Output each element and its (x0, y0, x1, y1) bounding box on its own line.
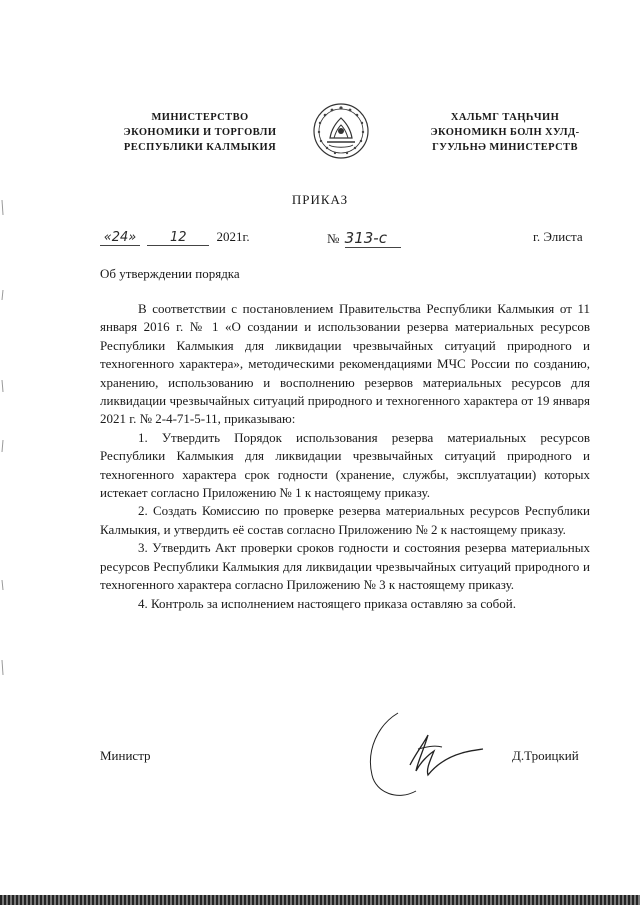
number-sign: № (327, 231, 340, 246)
ministry-name-line: ЭКОНОМИКИ И ТОРГОВЛИ (123, 127, 277, 138)
body-paragraph: 2. Создать Комиссию по проверке резерва материальных ресурсов Республики Калмыкия, и утвердить её состав согласно Приложению № 2 к настоящему приказу. (100, 503, 590, 537)
ministry-name-kalmyk (405, 110, 605, 155)
number-value: 313-с (345, 229, 401, 248)
body-paragraph: 1. Утвердить Порядок использования резерва материальных ресурсов Республики Калмыкия для ликвидации чрезвычайных ситуаций природного и техногенного характера срок годности (хранение, службы, эксплуатации) которых истекает согласно Приложению № 1 к настоящему приказу. (100, 429, 590, 501)
body-paragraph: 4. Контроль за исполнением настоящего приказа оставляю за собой. (138, 595, 516, 611)
ministry-name-line: ХАЛЬМГ ТАҢҺЧИН (450, 112, 560, 123)
date-day: «24» (100, 230, 140, 246)
body-paragraph: 3. Утвердить Акт проверки сроков годности и состояния резерва материальных ресурсов Республики Калмыкия для ликвидации чрезвычайных ситуаций природного и техногенного характера согласно Приложению № 3 к настоящему приказу. (100, 540, 590, 593)
date-year: 2021г. (216, 229, 250, 244)
ministry-name-line: ЭКОНОМИКН БОЛН ХУЛД- (430, 127, 580, 138)
order-city: г. Элиста (533, 229, 583, 244)
handwritten-signature (358, 705, 488, 805)
ministry-name-russian (100, 110, 300, 155)
order-number (327, 229, 401, 248)
ministry-name-line: ГУУЛЬНӘ МИНИСТЕРСТВ (432, 142, 578, 153)
order-date (100, 229, 250, 246)
ministry-name-line: РЕСПУБЛИКИ КАЛМЫКИЯ (123, 142, 277, 153)
scan-bottom-artifact (0, 895, 640, 905)
body-paragraph: В соответствии с постановлением Правительства Республики Калмыкия от 11 января 2016 г. № 1 «О создании и использовании резерва материальных ресурсов Республики Калмыкия для ликвидации чрезвычайных ситуаций природного и техногенного характера», методическими рекомендациями МЧС России по созданию, хранению, использованию и восполнению резервов материальных ресурсов для ликвидации чрезвычайных ситуаций природного и техногенного характера от 19 января 2021 г. № 2-4-71-5-11, приказываю: (100, 301, 590, 427)
signer-position: Министр (100, 748, 151, 763)
signer-name: Д.Троицкий (512, 748, 579, 763)
document-title: ПРИКАЗ (291, 192, 349, 207)
order-subject: Об утверждении порядка (100, 266, 240, 281)
order-body (100, 300, 590, 613)
coat-of-arms-emblem-icon (312, 102, 370, 160)
scan-edge-artifact (0, 0, 8, 905)
date-month: 12 (147, 230, 209, 246)
ministry-name-line: МИНИСТЕРСТВО (151, 112, 249, 123)
